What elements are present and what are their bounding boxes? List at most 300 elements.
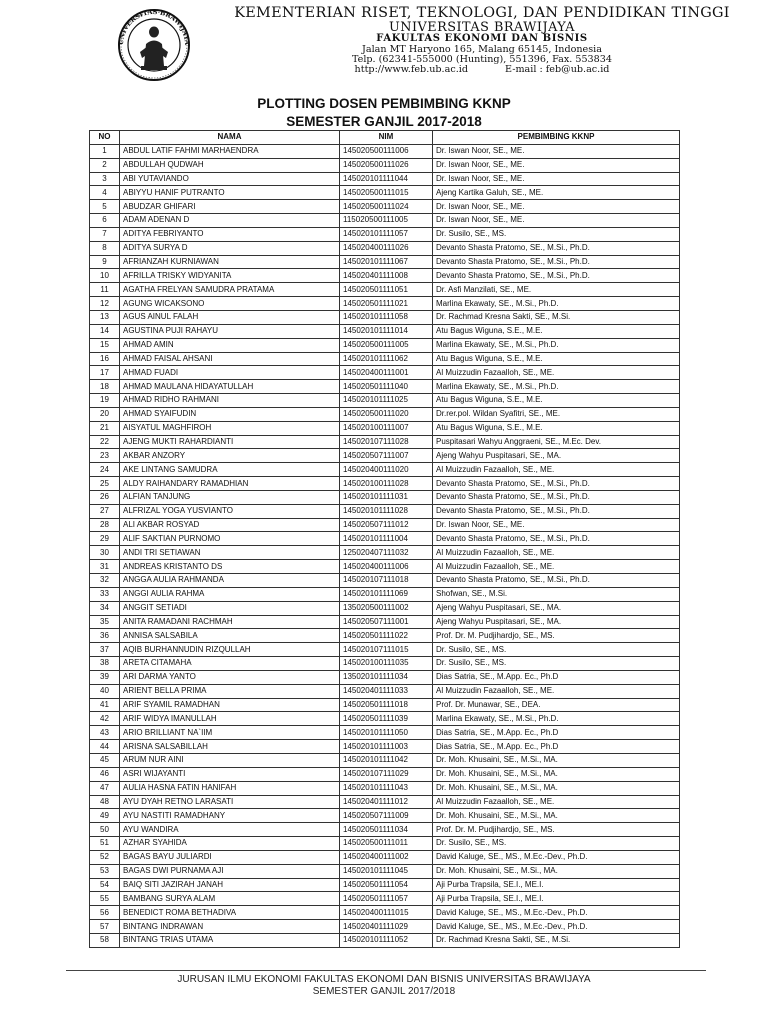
cell-pembimbing: Dr. Moh. Khusaini, SE., M.Si., MA.: [433, 864, 680, 878]
cell-pembimbing: Dr. Iswan Noor, SE., ME.: [433, 158, 680, 172]
cell-nama: AGUS AINUL FALAH: [120, 310, 340, 324]
cell-nim: 145020100111028: [340, 477, 433, 491]
cell-nim: 145020501111022: [340, 629, 433, 643]
cell-nim: 145020101111069: [340, 587, 433, 601]
cell-nim: 145020101111031: [340, 490, 433, 504]
table-row: [90, 712, 680, 726]
cell-nama: ABDUL LATIF FAHMI MARHAENDRA: [120, 144, 340, 158]
cell-nama: ADITYA FEBRIYANTO: [120, 227, 340, 241]
header-nim: NIM: [340, 131, 433, 145]
cell-no: 37: [90, 643, 120, 657]
cell-nama: ALI AKBAR ROSYAD: [120, 518, 340, 532]
cell-no: 11: [90, 283, 120, 297]
cell-nama: BAGAS BAYU JULIARDI: [120, 850, 340, 864]
table-row: [90, 933, 680, 947]
cell-no: 48: [90, 795, 120, 809]
cell-no: 16: [90, 352, 120, 366]
table-row: [90, 809, 680, 823]
cell-nama: ARUM NUR AINI: [120, 753, 340, 767]
cell-nama: ARI DARMA YANTO: [120, 670, 340, 684]
cell-nim: 145020401111008: [340, 269, 433, 283]
table-row: [90, 504, 680, 518]
cell-nama: BINTANG TRIAS UTAMA: [120, 933, 340, 947]
cell-nama: ALDY RAIHANDARY RAMADHIAN: [120, 477, 340, 491]
cell-pembimbing: Dr.rer.pol. Wildan Syafitri, SE., ME.: [433, 407, 680, 421]
cell-pembimbing: Devanto Shasta Pratomo, SE., M.Si., Ph.D.: [433, 477, 680, 491]
cell-pembimbing: Al Muizzudin Fazaalloh, SE., ME.: [433, 684, 680, 698]
cell-nama: ANNISA SALSABILA: [120, 629, 340, 643]
table-row: [90, 172, 680, 186]
cell-nama: ANGGIT SETIADI: [120, 601, 340, 615]
cell-nim: 145020101111057: [340, 227, 433, 241]
email-address[interactable]: E-mail : feb@ub.ac.id: [505, 63, 610, 75]
cell-nim: 145020400111020: [340, 463, 433, 477]
cell-no: 36: [90, 629, 120, 643]
footer-department: JURUSAN ILMU EKONOMI FAKULTAS EKONOMI DAN BISNIS UNIVERSITAS BRAWIJAYA: [177, 974, 591, 985]
cell-no: 41: [90, 698, 120, 712]
cell-nim: 145020501111039: [340, 712, 433, 726]
cell-nim: 145020501111054: [340, 878, 433, 892]
cell-nim: 145020101111044: [340, 172, 433, 186]
cell-pembimbing: Dr. Susilo, SE., MS.: [433, 837, 680, 851]
cell-pembimbing: Dr. Moh. Khusaini, SE., M.Si., MA.: [433, 753, 680, 767]
cell-pembimbing: Al Muizzudin Fazaalloh, SE., ME.: [433, 366, 680, 380]
cell-pembimbing: Dr. Iswan Noor, SE., ME.: [433, 518, 680, 532]
table-row: [90, 421, 680, 435]
table-row: [90, 795, 680, 809]
cell-pembimbing: Ajeng Wahyu Puspitasari, SE., MA.: [433, 449, 680, 463]
table-row: [90, 684, 680, 698]
table-row: [90, 186, 680, 200]
cell-nama: ABIYYU HANIF PUTRANTO: [120, 186, 340, 200]
table-row: [90, 615, 680, 629]
cell-nim: 125020407111032: [340, 546, 433, 560]
cell-nim: 145020501111021: [340, 297, 433, 311]
cell-nama: AYU DYAH RETNO LARASATI: [120, 795, 340, 809]
cell-nama: ALIF SAKTIAN PURNOMO: [120, 532, 340, 546]
cell-nama: AFRILLA TRISKY WIDYANITA: [120, 269, 340, 283]
cell-pembimbing: Dr. Iswan Noor, SE., ME.: [433, 172, 680, 186]
cell-no: 35: [90, 615, 120, 629]
cell-nim: 145020101111058: [340, 310, 433, 324]
cell-pembimbing: Ajeng Wahyu Puspitasari, SE., MA.: [433, 601, 680, 615]
table-row: [90, 435, 680, 449]
cell-no: 34: [90, 601, 120, 615]
cell-pembimbing: Atu Bagus Wiguna, S.E., M.E.: [433, 394, 680, 408]
cell-pembimbing: Atu Bagus Wiguna, S.E., M.E.: [433, 421, 680, 435]
cell-nama: ARIF WIDYA IMANULLAH: [120, 712, 340, 726]
cell-nama: ARIF SYAMIL RAMADHAN: [120, 698, 340, 712]
cell-pembimbing: Dr. Iswan Noor, SE., ME.: [433, 144, 680, 158]
cell-no: 46: [90, 767, 120, 781]
cell-nim: 145020401111012: [340, 795, 433, 809]
cell-nim: 145020101111045: [340, 864, 433, 878]
website-link[interactable]: http://www.feb.ub.ac.id: [354, 63, 468, 75]
cell-nim: 145020101111062: [340, 352, 433, 366]
table-row: [90, 823, 680, 837]
cell-nama: AJENG MUKTI RAHARDIANTI: [120, 435, 340, 449]
cell-nama: BAIQ SITI JAZIRAH JANAH: [120, 878, 340, 892]
table-row: [90, 490, 680, 504]
table-row: [90, 338, 680, 352]
table-row: [90, 892, 680, 906]
table-row: [90, 532, 680, 546]
table-row: [90, 587, 680, 601]
cell-nama: BAMBANG SURYA ALAM: [120, 892, 340, 906]
table-row: [90, 546, 680, 560]
cell-pembimbing: Dr. Iswan Noor, SE., ME.: [433, 214, 680, 228]
cell-pembimbing: Dr. Moh. Khusaini, SE., M.Si., MA.: [433, 809, 680, 823]
cell-nim: 145020507111009: [340, 809, 433, 823]
footer-divider: [66, 970, 706, 971]
cell-pembimbing: Marlina Ekawaty, SE., M.Si., Ph.D.: [433, 297, 680, 311]
cell-nama: ABUDZAR GHIFARI: [120, 200, 340, 214]
cell-no: 54: [90, 878, 120, 892]
cell-no: 30: [90, 546, 120, 560]
cell-nim: 145020107111015: [340, 643, 433, 657]
cell-nama: ADAM ADENAN D: [120, 214, 340, 228]
table-row: [90, 227, 680, 241]
cell-nim: 145020101111067: [340, 255, 433, 269]
cell-nim: 145020507111007: [340, 449, 433, 463]
cell-nim: 145020100111007: [340, 421, 433, 435]
cell-nim: 145020400111002: [340, 850, 433, 864]
cell-nama: ALFIAN TANJUNG: [120, 490, 340, 504]
cell-no: 14: [90, 324, 120, 338]
letterhead: [116, 6, 766, 80]
table-row: [90, 601, 680, 615]
cell-no: 18: [90, 380, 120, 394]
table-row: [90, 310, 680, 324]
cell-nama: ABDULLAH QUDWAH: [120, 158, 340, 172]
cell-nama: ARIO BRILLIANT NA`IIM: [120, 726, 340, 740]
cell-no: 25: [90, 477, 120, 491]
cell-no: 19: [90, 394, 120, 408]
cell-nim: 145020107111028: [340, 435, 433, 449]
cell-no: 49: [90, 809, 120, 823]
cell-nama: ADITYA SURYA D: [120, 241, 340, 255]
cell-no: 39: [90, 670, 120, 684]
ministry-name: KEMENTERIAN RISET, TEKNOLOGI, DAN PENDIDIKAN TINGGI: [234, 5, 730, 21]
cell-nim: 145020500111015: [340, 186, 433, 200]
cell-pembimbing: Devanto Shasta Pratomo, SE., M.Si., Ph.D.: [433, 490, 680, 504]
table-body: [90, 144, 680, 947]
table-row: [90, 394, 680, 408]
cell-nama: AGUNG WICAKSONO: [120, 297, 340, 311]
header-no: NO: [90, 131, 120, 145]
table-row: [90, 670, 680, 684]
cell-nama: ASRI WIJAYANTI: [120, 767, 340, 781]
cell-nim: 145020101111050: [340, 726, 433, 740]
cell-nama: AYU WANDIRA: [120, 823, 340, 837]
supervisor-table: [89, 130, 680, 948]
cell-no: 56: [90, 906, 120, 920]
table-row: [90, 283, 680, 297]
cell-no: 53: [90, 864, 120, 878]
cell-pembimbing: Dr. Rachmad Kresna Sakti, SE., M.Si.: [433, 310, 680, 324]
cell-pembimbing: Devanto Shasta Pratomo, SE., M.Si., Ph.D.: [433, 574, 680, 588]
cell-nama: ABI YUTAVIANDO: [120, 172, 340, 186]
cell-nama: ANDI TRI SETIAWAN: [120, 546, 340, 560]
letterhead-text: [202, 6, 762, 75]
cell-pembimbing: Puspitasari Wahyu Anggraeni, SE., M.Ec. Dev.: [433, 435, 680, 449]
cell-no: 28: [90, 518, 120, 532]
cell-pembimbing: Dias Satria, SE., M.App. Ec., Ph.D: [433, 726, 680, 740]
cell-nim: 145020400111006: [340, 560, 433, 574]
cell-pembimbing: Marlina Ekawaty, SE., M.Si., Ph.D.: [433, 338, 680, 352]
cell-no: 15: [90, 338, 120, 352]
document-subtitle: SEMESTER GANJIL 2017-2018: [286, 114, 482, 129]
cell-nama: AHMAD FUADI: [120, 366, 340, 380]
cell-nama: ANGGA AULIA RAHMANDA: [120, 574, 340, 588]
cell-no: 47: [90, 781, 120, 795]
cell-no: 20: [90, 407, 120, 421]
table-row: [90, 352, 680, 366]
cell-nim: 145020101111003: [340, 740, 433, 754]
header-pembimbing: PEMBIMBING KKNP: [433, 131, 680, 145]
cell-pembimbing: Prof. Dr. Munawar, SE., DEA.: [433, 698, 680, 712]
table-header-row: [90, 131, 680, 145]
cell-no: 8: [90, 241, 120, 255]
cell-no: 26: [90, 490, 120, 504]
cell-no: 23: [90, 449, 120, 463]
cell-no: 38: [90, 657, 120, 671]
table-row: [90, 726, 680, 740]
cell-pembimbing: Al Muizzudin Fazaalloh, SE., ME.: [433, 560, 680, 574]
table-row: [90, 837, 680, 851]
cell-pembimbing: Atu Bagus Wiguna, S.E., M.E.: [433, 352, 680, 366]
table-row: [90, 920, 680, 934]
cell-nama: AQIB BURHANNUDIN RIZQULLAH: [120, 643, 340, 657]
table-row: [90, 767, 680, 781]
cell-nama: AHMAD AMIN: [120, 338, 340, 352]
cell-nim: 145020400111026: [340, 241, 433, 255]
cell-nama: ANITA RAMADANI RACHMAH: [120, 615, 340, 629]
cell-no: 1: [90, 144, 120, 158]
cell-nim: 145020500111026: [340, 158, 433, 172]
cell-nim: 145020501111034: [340, 823, 433, 837]
university-name: UNIVERSITAS BRAWIJAYA: [388, 19, 575, 35]
table-row: [90, 269, 680, 283]
cell-nama: AZHAR SYAHIDA: [120, 837, 340, 851]
cell-pembimbing: Dias Satria, SE., M.App. Ec., Ph.D: [433, 670, 680, 684]
cell-pembimbing: Shofwan, SE., M.Si.: [433, 587, 680, 601]
cell-pembimbing: Ajeng Kartika Galuh, SE., ME.: [433, 186, 680, 200]
contact-line: [202, 65, 762, 75]
cell-pembimbing: Dr. Iswan Noor, SE., ME.: [433, 200, 680, 214]
table-row: [90, 144, 680, 158]
cell-pembimbing: Dr. Rachmad Kresna Sakti, SE., M.Si.: [433, 933, 680, 947]
cell-pembimbing: Devanto Shasta Pratomo, SE., M.Si., Ph.D.: [433, 255, 680, 269]
cell-nim: 145020107111029: [340, 767, 433, 781]
cell-no: 3: [90, 172, 120, 186]
cell-no: 44: [90, 740, 120, 754]
cell-no: 50: [90, 823, 120, 837]
cell-pembimbing: Aji Purba Trapsila, SE.I., ME.I.: [433, 878, 680, 892]
cell-pembimbing: Dr. Susilo, SE., MS.: [433, 643, 680, 657]
cell-pembimbing: Dr. Asfi Manzilati, SE., ME.: [433, 283, 680, 297]
cell-nim: 145020401111029: [340, 920, 433, 934]
cell-nama: AULIA HASNA FATIN HANIFAH: [120, 781, 340, 795]
cell-pembimbing: Prof. Dr. M. Pudjihardjo, SE., MS.: [433, 629, 680, 643]
cell-no: 32: [90, 574, 120, 588]
cell-no: 10: [90, 269, 120, 283]
cell-nim: 135020101111034: [340, 670, 433, 684]
cell-nim: 145020500111006: [340, 144, 433, 158]
table-row: [90, 574, 680, 588]
cell-pembimbing: Devanto Shasta Pratomo, SE., M.Si., Ph.D.: [433, 269, 680, 283]
table-row: [90, 324, 680, 338]
cell-no: 13: [90, 310, 120, 324]
svg-text:UNIVERSITAS BRAWIJAYA: UNIVERSITAS BRAWIJAYA: [116, 8, 192, 46]
table-row: [90, 643, 680, 657]
cell-no: 6: [90, 214, 120, 228]
cell-nama: BINTANG INDRAWAN: [120, 920, 340, 934]
table-row: [90, 864, 680, 878]
cell-no: 22: [90, 435, 120, 449]
cell-pembimbing: David Kaluge, SE., MS., M.Ec.-Dev., Ph.D.: [433, 850, 680, 864]
cell-pembimbing: Ajeng Wahyu Puspitasari, SE., MA.: [433, 615, 680, 629]
cell-no: 51: [90, 837, 120, 851]
cell-pembimbing: Devanto Shasta Pratomo, SE., M.Si., Ph.D.: [433, 532, 680, 546]
cell-no: 55: [90, 892, 120, 906]
table-row: [90, 366, 680, 380]
cell-no: 17: [90, 366, 120, 380]
cell-nim: 145020107111018: [340, 574, 433, 588]
cell-nama: ANGGI AULIA RAHMA: [120, 587, 340, 601]
cell-no: 5: [90, 200, 120, 214]
cell-pembimbing: Dr. Susilo, SE., MS.: [433, 227, 680, 241]
table-row: [90, 560, 680, 574]
cell-no: 52: [90, 850, 120, 864]
table-row: [90, 214, 680, 228]
cell-nim: 145020501111057: [340, 892, 433, 906]
table-row: [90, 449, 680, 463]
cell-nim: 145020501111018: [340, 698, 433, 712]
cell-nim: 145020500111011: [340, 837, 433, 851]
cell-nim: 145020101111052: [340, 933, 433, 947]
cell-no: 40: [90, 684, 120, 698]
table-row: [90, 657, 680, 671]
table-row: [90, 407, 680, 421]
cell-nim: 115020500111005: [340, 214, 433, 228]
cell-nama: ARIENT BELLA PRIMA: [120, 684, 340, 698]
cell-pembimbing: David Kaluge, SE., MS., M.Ec.-Dev., Ph.D.: [433, 906, 680, 920]
address: Jalan MT Haryono 165, Malang 65145, Indonesia: [362, 43, 602, 55]
cell-pembimbing: Devanto Shasta Pratomo, SE., M.Si., Ph.D.: [433, 241, 680, 255]
university-seal-logo: [112, 8, 196, 82]
table-row: [90, 850, 680, 864]
cell-nama: AYU NASTITI RAMADHANY: [120, 809, 340, 823]
cell-pembimbing: Marlina Ekawaty, SE., M.Si., Ph.D.: [433, 380, 680, 394]
table-row: [90, 158, 680, 172]
header-nama: NAMA: [120, 131, 340, 145]
cell-no: 58: [90, 933, 120, 947]
cell-nim: 145020507111001: [340, 615, 433, 629]
cell-nim: 145020101111014: [340, 324, 433, 338]
cell-nama: BENEDICT ROMA BETHADIVA: [120, 906, 340, 920]
footer-semester: SEMESTER GANJIL 2017/2018: [312, 986, 456, 997]
cell-nama: AKE LINTANG SAMUDRA: [120, 463, 340, 477]
cell-no: 4: [90, 186, 120, 200]
cell-nim: 145020500111020: [340, 407, 433, 421]
table-row: [90, 463, 680, 477]
table-row: [90, 200, 680, 214]
cell-pembimbing: Dias Satria, SE., M.App. Ec., Ph.D: [433, 740, 680, 754]
cell-nim: 135020500111002: [340, 601, 433, 615]
cell-pembimbing: Al Muizzudin Fazaalloh, SE., ME.: [433, 795, 680, 809]
cell-nama: AFRIANZAH KURNIAWAN: [120, 255, 340, 269]
cell-pembimbing: Dr. Susilo, SE., MS.: [433, 657, 680, 671]
cell-nim: 145020507111012: [340, 518, 433, 532]
cell-no: 12: [90, 297, 120, 311]
document-title: PLOTTING DOSEN PEMBIMBING KKNP: [257, 96, 511, 111]
table-row: [90, 241, 680, 255]
table-row: [90, 906, 680, 920]
cell-no: 21: [90, 421, 120, 435]
table-row: [90, 380, 680, 394]
table-row: [90, 255, 680, 269]
table-row: [90, 477, 680, 491]
cell-nim: 145020500111005: [340, 338, 433, 352]
cell-nim: 145020101111025: [340, 394, 433, 408]
cell-nim: 145020400111015: [340, 906, 433, 920]
cell-nim: 145020101111042: [340, 753, 433, 767]
faculty-name: FAKULTAS EKONOMI DAN BISNIS: [376, 33, 588, 45]
cell-pembimbing: Al Muizzudin Fazaalloh, SE., ME.: [433, 546, 680, 560]
table-row: [90, 781, 680, 795]
cell-no: 33: [90, 587, 120, 601]
table-row: [90, 698, 680, 712]
cell-nama: BAGAS DWI PURNAMA AJI: [120, 864, 340, 878]
cell-nama: ANDREAS KRISTANTO DS: [120, 560, 340, 574]
cell-no: 42: [90, 712, 120, 726]
cell-nim: 145020500111024: [340, 200, 433, 214]
cell-nama: ARISNA SALSABILLAH: [120, 740, 340, 754]
cell-nim: 145020401111033: [340, 684, 433, 698]
cell-nama: AKBAR ANZORY: [120, 449, 340, 463]
cell-nim: 145020100111035: [340, 657, 433, 671]
cell-nama: AHMAD MAULANA HIDAYATULLAH: [120, 380, 340, 394]
cell-no: 2: [90, 158, 120, 172]
cell-nama: ALFRIZAL YOGA YUSVIANTO: [120, 504, 340, 518]
table-row: [90, 518, 680, 532]
cell-no: 24: [90, 463, 120, 477]
cell-nama: AGUSTINA PUJI RAHAYU: [120, 324, 340, 338]
cell-no: 7: [90, 227, 120, 241]
cell-nama: AISYATUL MAGHFIROH: [120, 421, 340, 435]
phone-fax: Telp. (62341-555000 (Hunting), 551396, Fax. 553834: [352, 53, 612, 65]
cell-nim: 145020101111028: [340, 504, 433, 518]
cell-pembimbing: Dr. Moh. Khusaini, SE., M.Si., MA.: [433, 781, 680, 795]
cell-pembimbing: Atu Bagus Wiguna, S.E., M.E.: [433, 324, 680, 338]
cell-nama: AHMAD FAISAL AHSANI: [120, 352, 340, 366]
cell-no: 57: [90, 920, 120, 934]
table-row: [90, 740, 680, 754]
cell-pembimbing: Devanto Shasta Pratomo, SE., M.Si., Ph.D.: [433, 504, 680, 518]
cell-nama: AHMAD SYAIFUDIN: [120, 407, 340, 421]
cell-nim: 145020101111004: [340, 532, 433, 546]
cell-pembimbing: Dr. Moh. Khusaini, SE., M.Si., MA.: [433, 767, 680, 781]
cell-nim: 145020501111040: [340, 380, 433, 394]
cell-no: 45: [90, 753, 120, 767]
cell-nim: 145020501111051: [340, 283, 433, 297]
cell-no: 31: [90, 560, 120, 574]
table-row: [90, 629, 680, 643]
cell-pembimbing: David Kaluge, SE., MS., M.Ec.-Dev., Ph.D.: [433, 920, 680, 934]
cell-pembimbing: Al Muizzudin Fazaalloh, SE., ME.: [433, 463, 680, 477]
cell-nama: ARETA CITAMAHA: [120, 657, 340, 671]
